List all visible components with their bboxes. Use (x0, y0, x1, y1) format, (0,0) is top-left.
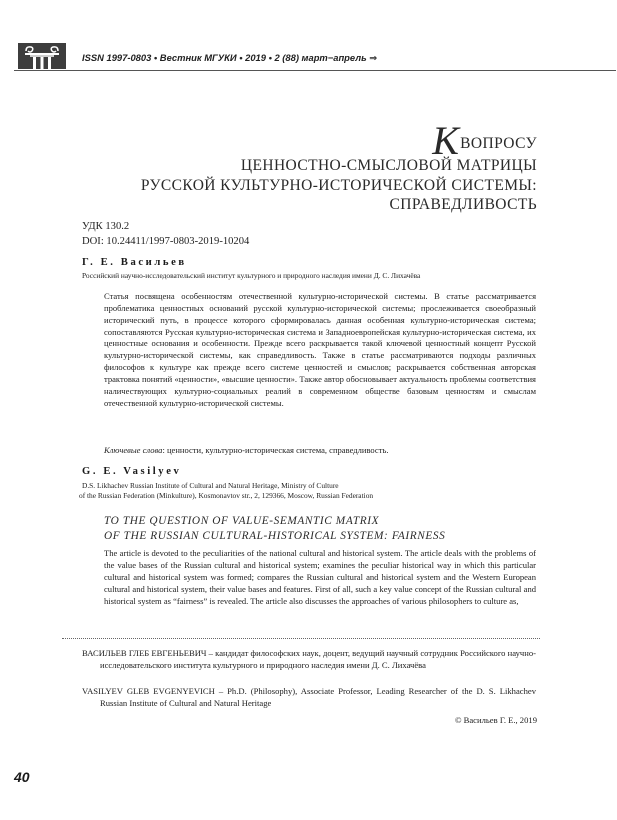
article-title-en (104, 514, 445, 543)
author-name-ru: Г. Е. Васильев (82, 257, 187, 268)
title-line-3: РУССКОЙ КУЛЬТУРНО-ИСТОРИЧЕСКОЙ СИСТЕМЫ: (140, 176, 537, 194)
doi-link[interactable]: DOI: 10.24411/1997-0803-2019-10204 (82, 236, 250, 247)
title-line-1: ВОПРОСУ (460, 135, 537, 152)
copyright-notice: © Васильев Г. Е., 2019 (454, 715, 537, 725)
title-en-line-1: TO THE QUESTION OF VALUE-SEMANTIC MATRIX (104, 515, 380, 527)
author-note-ru (82, 648, 536, 671)
keywords-label: Ключевые слова (104, 445, 163, 455)
author-note-en-text: VASILYEV GLEB EVGENYEVICH – Ph.D. (Philosophy), Associate Professor, Leading Researcher of the D. S. Likhachev Russian Institute of Cultural and Natural Heritage (82, 686, 536, 708)
abstract-en: The article is devoted to the peculiarities of the national cultural and historical system. The article deals with the problems of the value bases of the Russian cultural and historical system; examines the peculiar historical way in which this particular cultural and historical system was formed; compares the Russian cultural and historical system and the Western European cultural and historical system, their value bases and features. First of all, such a key value concept of the Russian cultural and historical system as “fairness” is revealed. The article also discusses the approaches of various philosophers to culture as, (104, 548, 536, 606)
author-affiliation-ru: Российский научно-исследовательский институт культурного и природного наследия имени Д. С. Лихачёва (82, 271, 421, 280)
udk-code: УДК 130.2 (82, 221, 130, 232)
title-drop-cap: К (432, 118, 460, 163)
page-number: 40 (14, 769, 30, 785)
footnote-divider (62, 638, 540, 639)
keywords-ru (104, 445, 389, 455)
author-name-en: G. E. Vasilyev (82, 466, 182, 477)
author-note-ru-text: ВАСИЛЬЕВ ГЛЕБ ЕВГЕНЬЕВИЧ – кандидат философских наук, доцент, ведущий научный сотрудник Российского научно-исследовательского института культурного и природного наследия имени Д. С. Лихачёва (82, 648, 536, 670)
title-line-4: СПРАВЕДЛИВОСТЬ (389, 196, 537, 213)
article-title-ru (140, 118, 537, 215)
title-en-line-2: OF THE RUSSIAN CULTURAL-HISTORICAL SYSTEM: FAIRNESS (104, 529, 446, 542)
journal-header: ISSN 1997-0803 • Вестник МГУКИ • 2019 • 2 (88) март−апрель ⇒ (82, 52, 378, 63)
header-divider (14, 70, 616, 71)
author-affiliation-en-line-2: of the Russian Federation (Minkulture), Kosmonavtov str., 2, 129366, Moscow, Russian Federation (79, 491, 374, 500)
keywords-text: : ценности, культурно-историческая система, справедливость. (162, 445, 389, 455)
author-note-en (82, 686, 536, 709)
title-line-2: ЦЕННОСТНО-СМЫСЛОВОЙ МАТРИЦЫ (240, 157, 537, 174)
column-capital-logo-icon (18, 43, 66, 69)
author-affiliation-en-line-1: D.S. Likhachev Russian Institute of Cultural and Natural Heritage, Ministry of Culture (82, 481, 339, 490)
abstract-ru: Статья посвящена особенностям отечественной культурно-исторической системы. В статье рассматривается проблематика ценностных оснований русской культурно-исторической системы; прослеживается своеобразный исторический путь, в процессе которого сформировалась данная особенная культурно-историческая система; сопоставляются Русская культурно-историческая система и Западноевропейская культурно-историческая система, их ценностные основания и особенности. Прежде всего раскрывается такой ключевой ценностный концепт Русской культурно-исторической системы, как справедливость. Также в статье рассматриваются подходы различных философов к культуре как прежде всего системе ценностей и смыслов; раскрывается собственная авторская трактовка понятий «ценности», «высшие ценности». Также автор обосновывает актуальность проблемы соответствия наличествующих культурно-социальных реалий в современном обществе базовым ценностям и смыслам отечественной культурно-исторической системы. (104, 291, 536, 408)
